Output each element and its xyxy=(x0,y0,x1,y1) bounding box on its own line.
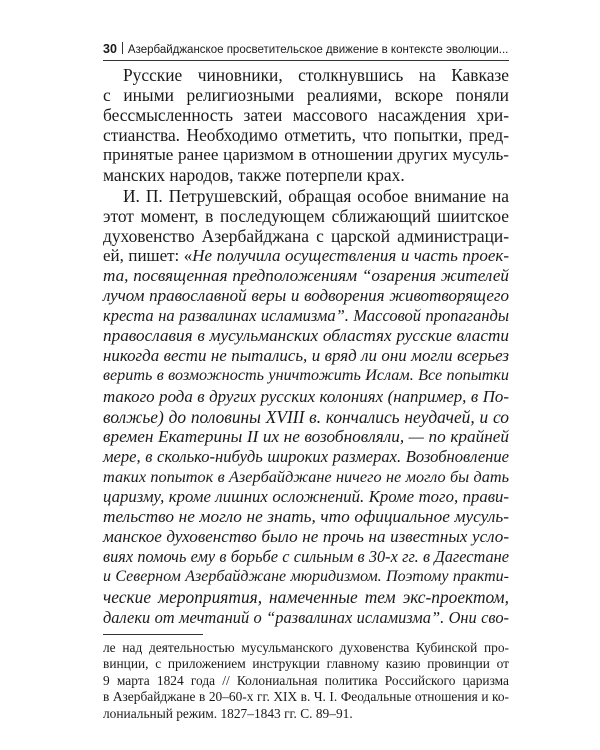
text-line xyxy=(103,286,509,306)
footnote-line: ле над деятельностью мусульманского духовенства Кубинской про- xyxy=(103,640,509,655)
italic-quote-segment: и Северном Азербайджане мюридизмом. Поэтому практи- xyxy=(103,568,509,586)
text-line xyxy=(103,346,509,366)
text-line xyxy=(103,145,509,165)
text-line xyxy=(103,387,509,407)
text-line xyxy=(103,427,509,447)
text-line xyxy=(103,567,509,587)
italic-quote-segment: лучом православной веры и водворения животворящего xyxy=(103,286,509,306)
text-segment: Русские чиновники, столкнувшись на Кавказе xyxy=(123,65,509,85)
text-segment: И. П. Петрушевский, обращая особое внимание на xyxy=(123,185,509,206)
italic-quote-segment: тельство не могло не знать, что официальное мусуль- xyxy=(103,507,509,527)
main-text xyxy=(103,65,509,628)
text-line xyxy=(103,527,509,547)
text-line xyxy=(103,547,509,567)
text-line xyxy=(103,105,509,125)
text-line xyxy=(103,407,509,427)
text-segment: стианства. Необходимо отметить, что попытки, пред- xyxy=(103,125,509,146)
italic-quote-segment: виях помочь ему в борьбе с сильным в 30-х гг. в Дагестане xyxy=(103,547,509,567)
italic-quote-segment: верить в возможность уничтожить Ислам. Все попытки xyxy=(103,367,509,385)
text-line xyxy=(103,487,509,507)
italic-quote-segment: манское духовенство было не прочь на известных усло- xyxy=(103,527,509,547)
italic-quote-segment: Массовой пропаганды xyxy=(348,306,509,326)
text-line xyxy=(103,366,509,386)
text-line xyxy=(103,246,509,266)
footnote-line: лониальный режим. 1827–1843 гг. С. 89–91. xyxy=(103,705,353,721)
footnote-line: 9 марта 1824 года // Колониальная политика Российского царизма xyxy=(103,672,509,688)
text-line xyxy=(103,447,509,467)
italic-quote-segment: та, посвященная предположениям “озарения жителей xyxy=(103,265,509,285)
text-segment: бессмысленность затеи массового насаждения хри- xyxy=(103,105,509,126)
text-line xyxy=(103,65,509,85)
text-segment: манских народов, также потерпели крах. xyxy=(103,165,405,186)
text-segment: с иными религиозными реалиями, вскоре поняли xyxy=(103,85,509,106)
text-line xyxy=(103,507,509,527)
italic-quote-segment: православия в мусульманских областях русские власти xyxy=(103,326,509,346)
running-title: Азербайджанское просветительское движение в контексте эволюции... xyxy=(127,44,509,56)
page-number: 30 xyxy=(103,42,117,56)
italic-quote-segment: времен Екатерины II их не возобновляли, — по крайней xyxy=(103,426,509,446)
italic-quote-segment: ческие мероприятия, намеченные тем экс-проектом, xyxy=(103,587,509,608)
text-line xyxy=(103,467,509,487)
footnote xyxy=(103,640,509,722)
text-segment: принятые ранее царизмом в отношении других мусуль- xyxy=(103,145,509,165)
text-line xyxy=(103,125,509,145)
footnote-line: винции, с приложением инструкции главному казию провинции от xyxy=(103,656,509,672)
footnote-line: в Азербайджане в 20–60-х гг. XIX в. Ч. I. Феодальные отношения и ко- xyxy=(103,689,509,705)
text-line xyxy=(103,608,509,628)
italic-quote-segment: Не получила осуществления и часть проек- xyxy=(192,245,509,265)
text-line xyxy=(103,206,509,226)
text-line xyxy=(103,186,509,206)
text-segment: ей, пишет: « xyxy=(103,245,193,265)
italic-quote-segment: никогда вести не пытались, и вряд ли они могли всерьез xyxy=(103,346,509,366)
text-line xyxy=(103,226,509,246)
italic-quote-segment: креста на развалинах исламизма”. xyxy=(103,306,349,326)
text-line xyxy=(103,266,509,286)
italic-quote-segment: мере, в сколько-нибудь широких размерах. Возобновление xyxy=(103,446,509,466)
italic-quote-segment: далеки от мечтаний о “развалинах исламизма”. Они сво- xyxy=(103,607,509,627)
italic-quote-segment: царизму, кроме лишних осложнений. Кроме того, прави- xyxy=(103,486,509,506)
text-segment: этот момент, в последующем сближающий шиитское xyxy=(103,205,509,226)
text-line xyxy=(103,165,509,185)
text-segment: духовенство Азербайджана с царской администраци- xyxy=(103,225,509,246)
text-line xyxy=(103,326,509,346)
text-line xyxy=(103,587,509,607)
header-separator xyxy=(122,42,123,54)
text-line xyxy=(103,306,509,326)
italic-quote-segment: таких попыток в Азербайджане ничего не могло бы дать xyxy=(103,467,509,486)
header-rule xyxy=(103,60,509,61)
running-header xyxy=(103,40,509,58)
footnote-rule xyxy=(103,634,203,635)
italic-quote-segment: волжье) до половины XVIII в. кончались неудачей, и со xyxy=(103,406,509,427)
italic-quote-segment: такого рода в других русских колониях (например, в По- xyxy=(103,386,509,406)
text-line xyxy=(103,85,509,105)
